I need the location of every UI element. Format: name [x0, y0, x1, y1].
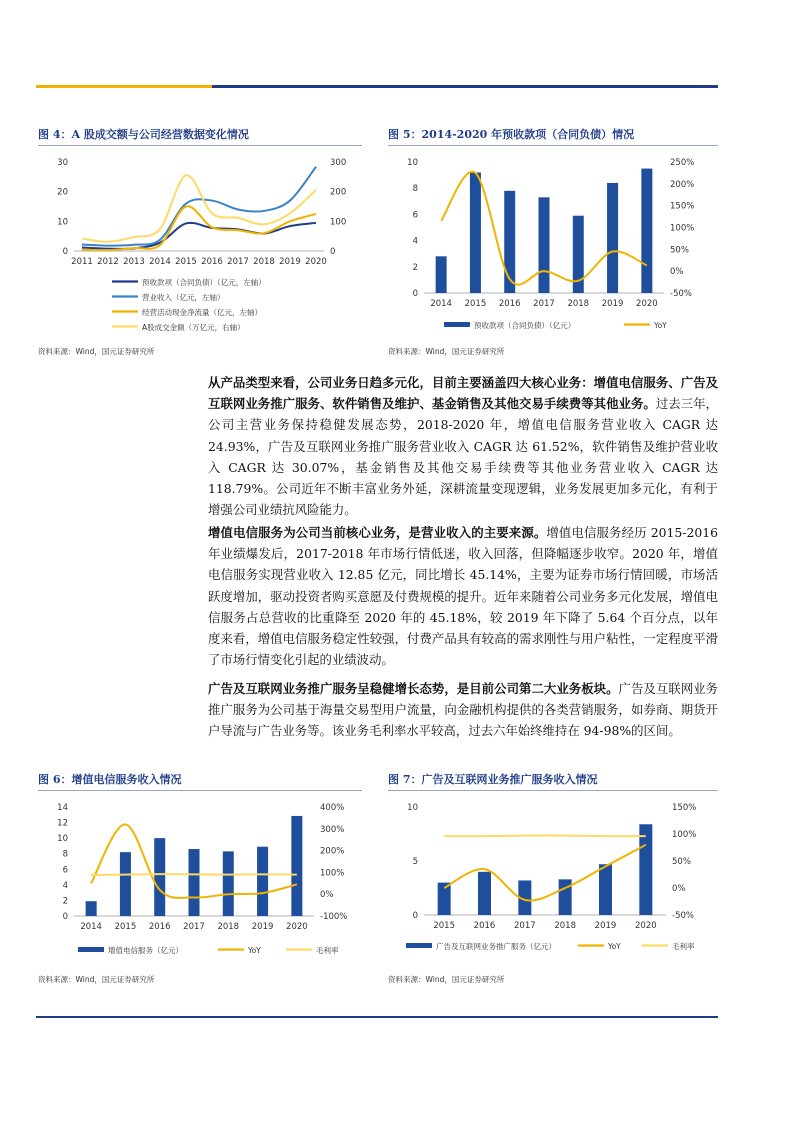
x-axis-tick-label: 2015 — [175, 257, 197, 267]
bar-2019 — [599, 864, 612, 915]
bar-2018 — [559, 879, 572, 915]
legend-label: A股成交金额（万亿元，右轴） — [142, 323, 245, 332]
right-axis-tick-label: 50% — [670, 245, 689, 256]
paragraph-3-body: 广告及互联网业务推广服务为公司基于海量交易型用户流量，向金融机构提供的各类营销服务，如券商、期货开户导流与广告业务等。该业务毛利率水平较高，过去六年始终维持在 94-98%的区间。 — [208, 681, 719, 739]
right-axis-tick-label: 150% — [670, 201, 695, 212]
x-axis-tick-label: 2016 — [201, 257, 223, 267]
series-line-1 — [444, 845, 646, 901]
left-axis-tick-label: 4 — [62, 880, 68, 891]
legend-swatch — [444, 322, 470, 327]
x-axis-tick-label: 2017 — [183, 922, 205, 932]
legend-label: 经营活动现金净流量（亿元，左轴） — [142, 308, 262, 317]
legend-label: YoY — [248, 946, 261, 955]
right-axis-tick-label: 150% — [672, 803, 697, 813]
series-line-1 — [82, 167, 316, 246]
x-axis-tick-label: 2018 — [567, 299, 590, 309]
bar-2017 — [189, 849, 200, 916]
legend-label: YoY — [654, 321, 667, 330]
paragraph-2-body: 增值电信服务经历 2015-2016 年业绩爆发后，2017-2018 年市场行情低迷，收入回落，但降幅逐步收窄。2020 年，增值电信服务实现营业收入 12.85 亿元，同比增长 45.14%，主要为证券市场行情回暖，市场活跃度增加，驱动投资者购买意愿及付费规模的提升。近年来随着公司业务多元化发展，增值电信服务占总营收的比重降至 2020 年的 45.18%，较 2019 年下降了 5.64 个百分点，以年度来看，增值电信服务稳定性较强，付费产品具有较高的需求刚性与用户粘性，一定程度平滑了市场行情变化引起的业绩波动。 — [208, 525, 718, 668]
left-axis-tick-label: 20 — [57, 187, 68, 198]
paragraph-value-added-telecom — [208, 522, 718, 670]
bar-2020 — [639, 824, 652, 915]
left-axis-tick-label: 10 — [57, 217, 68, 228]
legend-label: 毛利率 — [672, 942, 695, 951]
left-axis-tick-label: 30 — [57, 158, 68, 168]
right-axis-tick-label: 200 — [330, 187, 347, 198]
legend-swatch — [78, 947, 104, 952]
left-axis-tick-label: 0 — [412, 911, 418, 921]
figure-4-title: 图 4：A 股成交额与公司经营数据变化情况 — [38, 128, 249, 141]
left-axis-tick-label: 0 — [412, 289, 418, 299]
legend-label: 预收款项（合同负债）（亿元） — [474, 321, 576, 330]
header-rule-gold — [36, 85, 212, 88]
x-axis-tick-label: 2018 — [217, 922, 240, 932]
series-line-2 — [91, 874, 297, 875]
x-axis-tick-label: 2016 — [148, 922, 171, 932]
left-axis-tick-label: 4 — [412, 236, 418, 247]
right-axis-tick-label: 200% — [670, 179, 695, 190]
bar-2016 — [478, 872, 491, 915]
figure-7-title: 图 7：广告及互联网业务推广服务收入情况 — [388, 773, 598, 786]
right-axis-tick-label: 100% — [672, 830, 697, 840]
left-axis-tick-label: 10 — [407, 158, 418, 168]
paragraph-advertising — [208, 678, 718, 742]
left-axis-tick-label: 14 — [57, 803, 68, 813]
x-axis-tick-label: 2019 — [251, 922, 274, 932]
left-axis-tick-label: 8 — [412, 184, 418, 195]
left-axis-tick-label: 0 — [62, 247, 68, 257]
x-axis-tick-label: 2016 — [473, 921, 496, 931]
figure-7-title-rule — [388, 790, 718, 791]
x-axis-tick-label: 2020 — [305, 257, 327, 267]
legend-label: 营业收入（亿元，左轴） — [142, 293, 225, 302]
paragraph-1-body: 过去三年，公司主营业务保持稳健发展态势，2018-2020 年，增值电信服务营业收入 CAGR 达 24.93%，广告及互联网业务推广服务营业收入 CAGR 达 61.52%，软件销售及维护营业收入 CAGR 达 30.07%，基金销售及其他交易手续费等其他业务营业收入 CAGR 达 118.79%。公司近年不断丰富业务外延，深耕流量变现逻辑，业务发展更加多元化，有利于增强公司业绩抗风险能力。 — [208, 396, 719, 518]
bar-2015 — [120, 852, 131, 916]
x-axis-tick-label: 2019 — [279, 257, 301, 267]
x-axis-tick-label: 2019 — [594, 921, 617, 931]
right-axis-tick-label: 50% — [672, 857, 691, 867]
x-axis-tick-label: 2015 — [114, 922, 137, 932]
legend-label: 增值电信服务（亿元） — [108, 946, 183, 955]
bar-2019 — [257, 847, 268, 916]
right-axis-tick-label: 100% — [320, 868, 345, 879]
legend-label: YoY — [608, 942, 621, 951]
right-axis-tick-label: 0% — [670, 267, 684, 278]
paragraph-1-lead: 从产品类型来看，公司业务日趋多元化，目前主要涵盖四大核心业务：增值电信服务、广告及互联网业务推广服务、软件销售及维护、基金销售及其他交易手续费等其他业务。 — [208, 375, 718, 412]
x-axis-tick-label: 2014 — [149, 257, 171, 267]
bar-2020 — [641, 169, 652, 293]
right-axis-tick-label: -50% — [672, 911, 694, 921]
paragraph-3-lead: 广告及互联网业务推广服务呈稳健增长态势，是目前公司第二大业务板块。 — [208, 681, 619, 696]
left-axis-tick-label: 8 — [62, 849, 68, 860]
right-axis-tick-label: 250% — [670, 158, 695, 168]
figure-5-title-rule — [388, 145, 718, 146]
left-axis-tick-label: 10 — [57, 834, 68, 845]
header-rule-blue — [212, 85, 718, 88]
right-axis-tick-label: -50% — [670, 289, 692, 299]
paragraph-business-diversification — [208, 372, 718, 520]
legend-label: 预收款项（合同负债）（亿元，左轴） — [142, 278, 266, 287]
right-axis-tick-label: 0 — [330, 247, 336, 257]
x-axis-tick-label: 2014 — [80, 922, 102, 932]
x-axis-tick-label: 2019 — [601, 299, 624, 309]
x-axis-tick-label: 2017 — [227, 257, 249, 267]
left-axis-tick-label: 5 — [412, 857, 418, 867]
x-axis-tick-label: 2012 — [97, 257, 119, 267]
x-axis-tick-label: 2020 — [636, 299, 658, 309]
figure-4-source: 资料来源：Wind，国元证券研究所 — [38, 347, 155, 356]
legend-swatch — [406, 943, 432, 948]
x-axis-tick-label: 2014 — [430, 299, 452, 309]
figure-7-chart — [388, 795, 718, 965]
right-axis-tick-label: 0% — [672, 884, 686, 894]
figure-6-title: 图 6：增值电信服务收入情况 — [38, 773, 182, 786]
bar-2014 — [86, 901, 97, 916]
x-axis-tick-label: 2020 — [635, 921, 657, 931]
x-axis-tick-label: 2017 — [514, 921, 536, 931]
paragraph-2-lead: 增值电信服务为公司当前核心业务，是营业收入的主要来源。 — [208, 525, 547, 540]
figure-7-source: 资料来源：Wind，国元证券研究所 — [388, 975, 505, 984]
bar-2020 — [291, 816, 302, 916]
figure-6-title-rule — [38, 790, 362, 791]
x-axis-tick-label: 2018 — [554, 921, 576, 931]
left-axis-tick-label: 2 — [412, 262, 418, 273]
bar-2015 — [470, 172, 481, 293]
legend-label: 毛利率 — [316, 946, 339, 955]
left-axis-tick-label: 0 — [62, 912, 68, 922]
series-line-2 — [444, 836, 646, 837]
right-axis-tick-label: 100% — [670, 223, 695, 234]
x-axis-tick-label: 2011 — [71, 257, 93, 267]
right-axis-tick-label: 0% — [320, 890, 334, 901]
x-axis-tick-label: 2013 — [123, 257, 145, 267]
right-axis-tick-label: 100 — [330, 217, 347, 228]
figure-4-chart — [38, 150, 362, 340]
header-rule — [36, 85, 718, 88]
figure-5-chart — [388, 150, 718, 340]
left-axis-tick-label: 10 — [407, 803, 418, 813]
left-axis-tick-label: 6 — [412, 210, 418, 221]
x-axis-tick-label: 2015 — [433, 921, 455, 931]
bar-2018 — [223, 851, 234, 916]
left-axis-tick-label: 2 — [62, 896, 68, 907]
footer-rule — [36, 1016, 718, 1018]
right-axis-tick-label: 300 — [330, 158, 347, 168]
left-axis-tick-label: 12 — [57, 818, 68, 829]
bar-2017 — [539, 197, 550, 293]
figure-6-source: 资料来源：Wind，国元证券研究所 — [38, 975, 155, 984]
series-line-3 — [82, 175, 316, 242]
bar-2014 — [436, 256, 447, 293]
right-axis-tick-label: -100% — [320, 912, 348, 922]
figure-4-title-rule — [38, 145, 362, 146]
bar-2016 — [154, 838, 165, 916]
bar-2019 — [607, 183, 618, 293]
legend-label: 广告及互联网业务推广服务（亿元） — [436, 942, 556, 951]
right-axis-tick-label: 400% — [320, 803, 345, 813]
x-axis-tick-label: 2018 — [253, 257, 275, 267]
figure-5-title: 图 5：2014-2020 年预收款项（合同负债）情况 — [388, 128, 635, 141]
x-axis-tick-label: 2016 — [498, 299, 521, 309]
figure-6-chart — [38, 795, 362, 965]
right-axis-tick-label: 200% — [320, 846, 345, 857]
x-axis-tick-label: 2020 — [286, 922, 308, 932]
x-axis-tick-label: 2017 — [533, 299, 555, 309]
right-axis-tick-label: 300% — [320, 824, 345, 835]
left-axis-tick-label: 6 — [62, 865, 68, 876]
figure-5-source: 资料来源：Wind，国元证券研究所 — [388, 347, 505, 356]
x-axis-tick-label: 2015 — [464, 299, 487, 309]
